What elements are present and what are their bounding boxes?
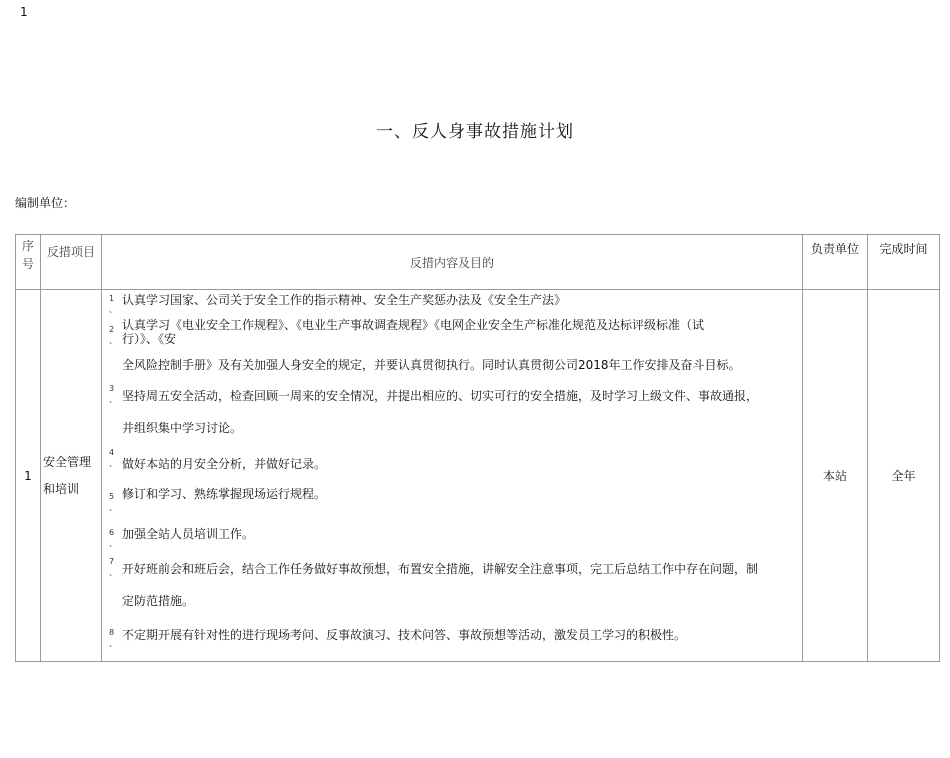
header-item: 反措项目 bbox=[41, 235, 102, 290]
row-content bbox=[102, 290, 803, 662]
content-line: 并组织集中学习讨论。 bbox=[122, 421, 243, 435]
table-header-row bbox=[16, 235, 940, 290]
header-responsible: 负责单位 bbox=[803, 235, 868, 290]
item-number-comma: 、 bbox=[109, 539, 117, 548]
page-number: 1 bbox=[20, 5, 28, 19]
content-line: 行）》、《安 bbox=[122, 332, 177, 346]
header-content: 反措内容及目的 bbox=[102, 235, 803, 290]
header-completion: 完成时间 bbox=[868, 235, 940, 290]
content-line: 不定期开展有针对性的进行现场考问、反事故演习、技术问答、事故预想等活动，激发员工学习的积极性。 bbox=[122, 628, 687, 642]
row-item-line2: 和培训 bbox=[43, 481, 80, 496]
measures-table bbox=[15, 234, 940, 662]
content-line: 做好本站的月安全分析，并做好记录。 bbox=[122, 457, 327, 471]
header-seq bbox=[16, 235, 41, 290]
content-line: 认真学习《电业安全工作规程》、《电业生产事故调查规程》《电网企业安全生产标准化规范及达标评级标准（试 bbox=[122, 318, 705, 332]
unit-label: 编制单位： bbox=[15, 196, 76, 210]
item-number-comma: 、 bbox=[109, 639, 117, 648]
item-number: 8 bbox=[109, 628, 115, 637]
item-number-comma: 、 bbox=[109, 503, 117, 512]
content-line: 开好班前会和班后会，结合工作任务做好事故预想，布置安全措施，讲解安全注意事项，完工后总结工作中存在问题，制 bbox=[122, 562, 759, 576]
content-line: 全风险控制手册》及有关加强人身安全的规定，并要认真贯彻执行。同时认真贯彻公司2018年工作安排及奋斗目标。 bbox=[122, 358, 741, 372]
item-number: 2 bbox=[109, 325, 115, 334]
row-completion: 全年 bbox=[868, 290, 940, 662]
item-number: 3 bbox=[109, 384, 115, 393]
item-number-comma: 、 bbox=[109, 395, 117, 404]
row-item-line1: 安全管理 bbox=[43, 454, 92, 469]
item-number: 6 bbox=[109, 528, 115, 537]
item-number: 5 bbox=[109, 492, 115, 501]
content-line: 定防范措施。 bbox=[122, 594, 195, 608]
item-number-comma: 、 bbox=[109, 568, 117, 577]
row-seq: 1 bbox=[16, 290, 41, 662]
table-row bbox=[16, 290, 940, 662]
content-line: 坚持周五安全活动，检查回顾一周来的安全情况，并提出相应的、切实可行的安全措施，及时学习上级文件、事故通报， bbox=[122, 389, 759, 403]
item-number: 4 bbox=[109, 448, 115, 457]
row-item bbox=[41, 290, 102, 662]
content-line: 认真学习国家、公司关于安全工作的指示精神、安全生产奖惩办法及《安全生产法》 bbox=[122, 293, 567, 307]
page-title: 一、反人身事故措施计划 bbox=[376, 122, 574, 142]
header-seq-bottom: 号 bbox=[21, 257, 34, 271]
content-line: 加强全站人员培训工作。 bbox=[122, 527, 255, 541]
content-line: 修订和学习、熟练掌握现场运行规程。 bbox=[122, 487, 327, 501]
item-number-comma: 、 bbox=[109, 459, 117, 468]
item-number: 1 bbox=[109, 294, 115, 303]
item-number-comma: 、 bbox=[109, 305, 117, 314]
item-number: 7 bbox=[109, 557, 115, 566]
row-responsible: 本站 bbox=[803, 290, 868, 662]
item-number-comma: 、 bbox=[109, 336, 117, 345]
header-seq-top: 序 bbox=[21, 239, 34, 253]
